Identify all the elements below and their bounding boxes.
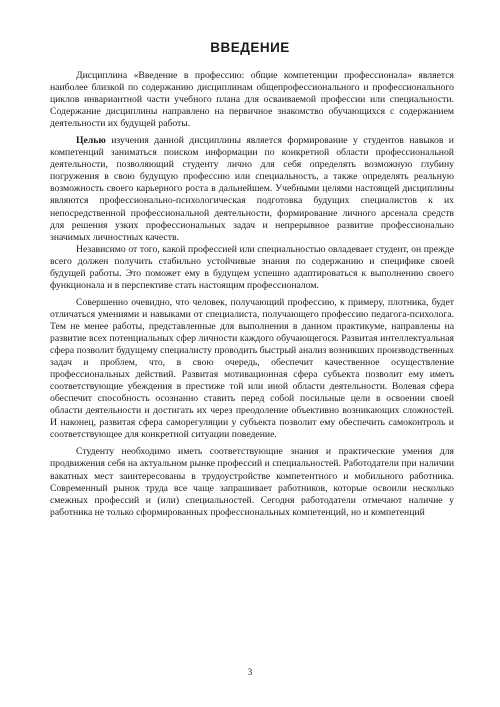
paragraph-text: изучения данной дисциплины является формирование у студентов навыков и компетенций заниматься поиском информации по конкретной области профессиональной деятельности, позволяющий студенту лично для себя определять возможную глубину погружения в свою будущую профессию или специальность, а также определять реальную возможность своего карьерного роста в дальнейшем. Учебными целями настоящей дисциплины являются профессионально-психологическая подготовка будущих специалистов к их непосредственной профессиональной деятельности, формирование личного арсенала средств для решения узких профессиональных задач и непрерывное развитие профессионально значимых личностных качеств.	[50, 135, 454, 243]
paragraph-independence	[50, 244, 454, 292]
paragraph-goal	[50, 135, 454, 243]
paragraph-lead: Целью	[76, 135, 106, 147]
paragraph-text: Независимо от того, какой профессией или специальностью овладевает студент, он прежде всего должен получить стабильно устойчивые знания по содержанию и специфике своей будущей работы. Это поможет ему в будущем успешно адаптироваться к выполнению своего функционала и в перспективе стать настоящим профессионалом.	[50, 243, 454, 291]
paragraph-market	[50, 446, 454, 518]
paragraph-text: Студенту необходимо иметь соответствующие знания и практические умения для продвижения себя на актуальном рынке профессий и специальностей. Работодатели при наличии вакатных мест заинтересованы в трудоустройстве компетентного и мобильного работника. Современный рынок труда все чаще запрашивает работников, которые освоили несколько смежных профессий и (или) специальностей. Сегодня работодатели отмечают наличие у работника не только сформированных профессиональных компетенций, но и компетенций	[50, 446, 454, 518]
paragraph-text: Дисциплина «Введение в профессию: общие компетенции профессионала» является наиболее близкой по содержанию дисциплинам общепрофессионального и профессионального циклов инвариантной части учебного плана для осваиваемой профессии или специальности. Содержание дисциплины направлено на первичное знакомство обучающихся с содержанием деятельности их будущей работы.	[50, 70, 454, 130]
paragraph-text: Совершенно очевидно, что человек, получающий профессию, к примеру, плотника, будет отличаться умениями и навыками от специалиста, получающего профессию педагога-психолога. Тем не менее работы, представленные для выполнения в данном практикуме, направлены на развитие всех потенциальных сфер личности каждого обучающегося. Развитая интеллектуальная сфера позволит будущему специалисту проводить быстрый анализ возникших производственных задач и проблем, что, в свою очередь, обеспечит качественное осуществление профессиональных действий. Развитая мотивационная сфера субъекта позволит ему иметь соответствующие убеждения в престиже той или иной области деятельности. Волевая сфера обеспечит способность осознанно ставить перед собой посильные цели в освоении своей области деятельности и достигать их через преодоление объективно возникающих сложностей. И наконец, развитая сфера саморегуляции у субъекта позволит ему обеспечить самоконтроль и соответствующее для конкретной ситуации поведение.	[50, 296, 454, 441]
body-text	[50, 70, 454, 519]
page-title: ВВЕДЕНИЕ	[210, 40, 290, 55]
paragraph-example	[50, 297, 454, 442]
page-number: 3	[247, 667, 253, 677]
paragraph-intro	[50, 70, 454, 130]
